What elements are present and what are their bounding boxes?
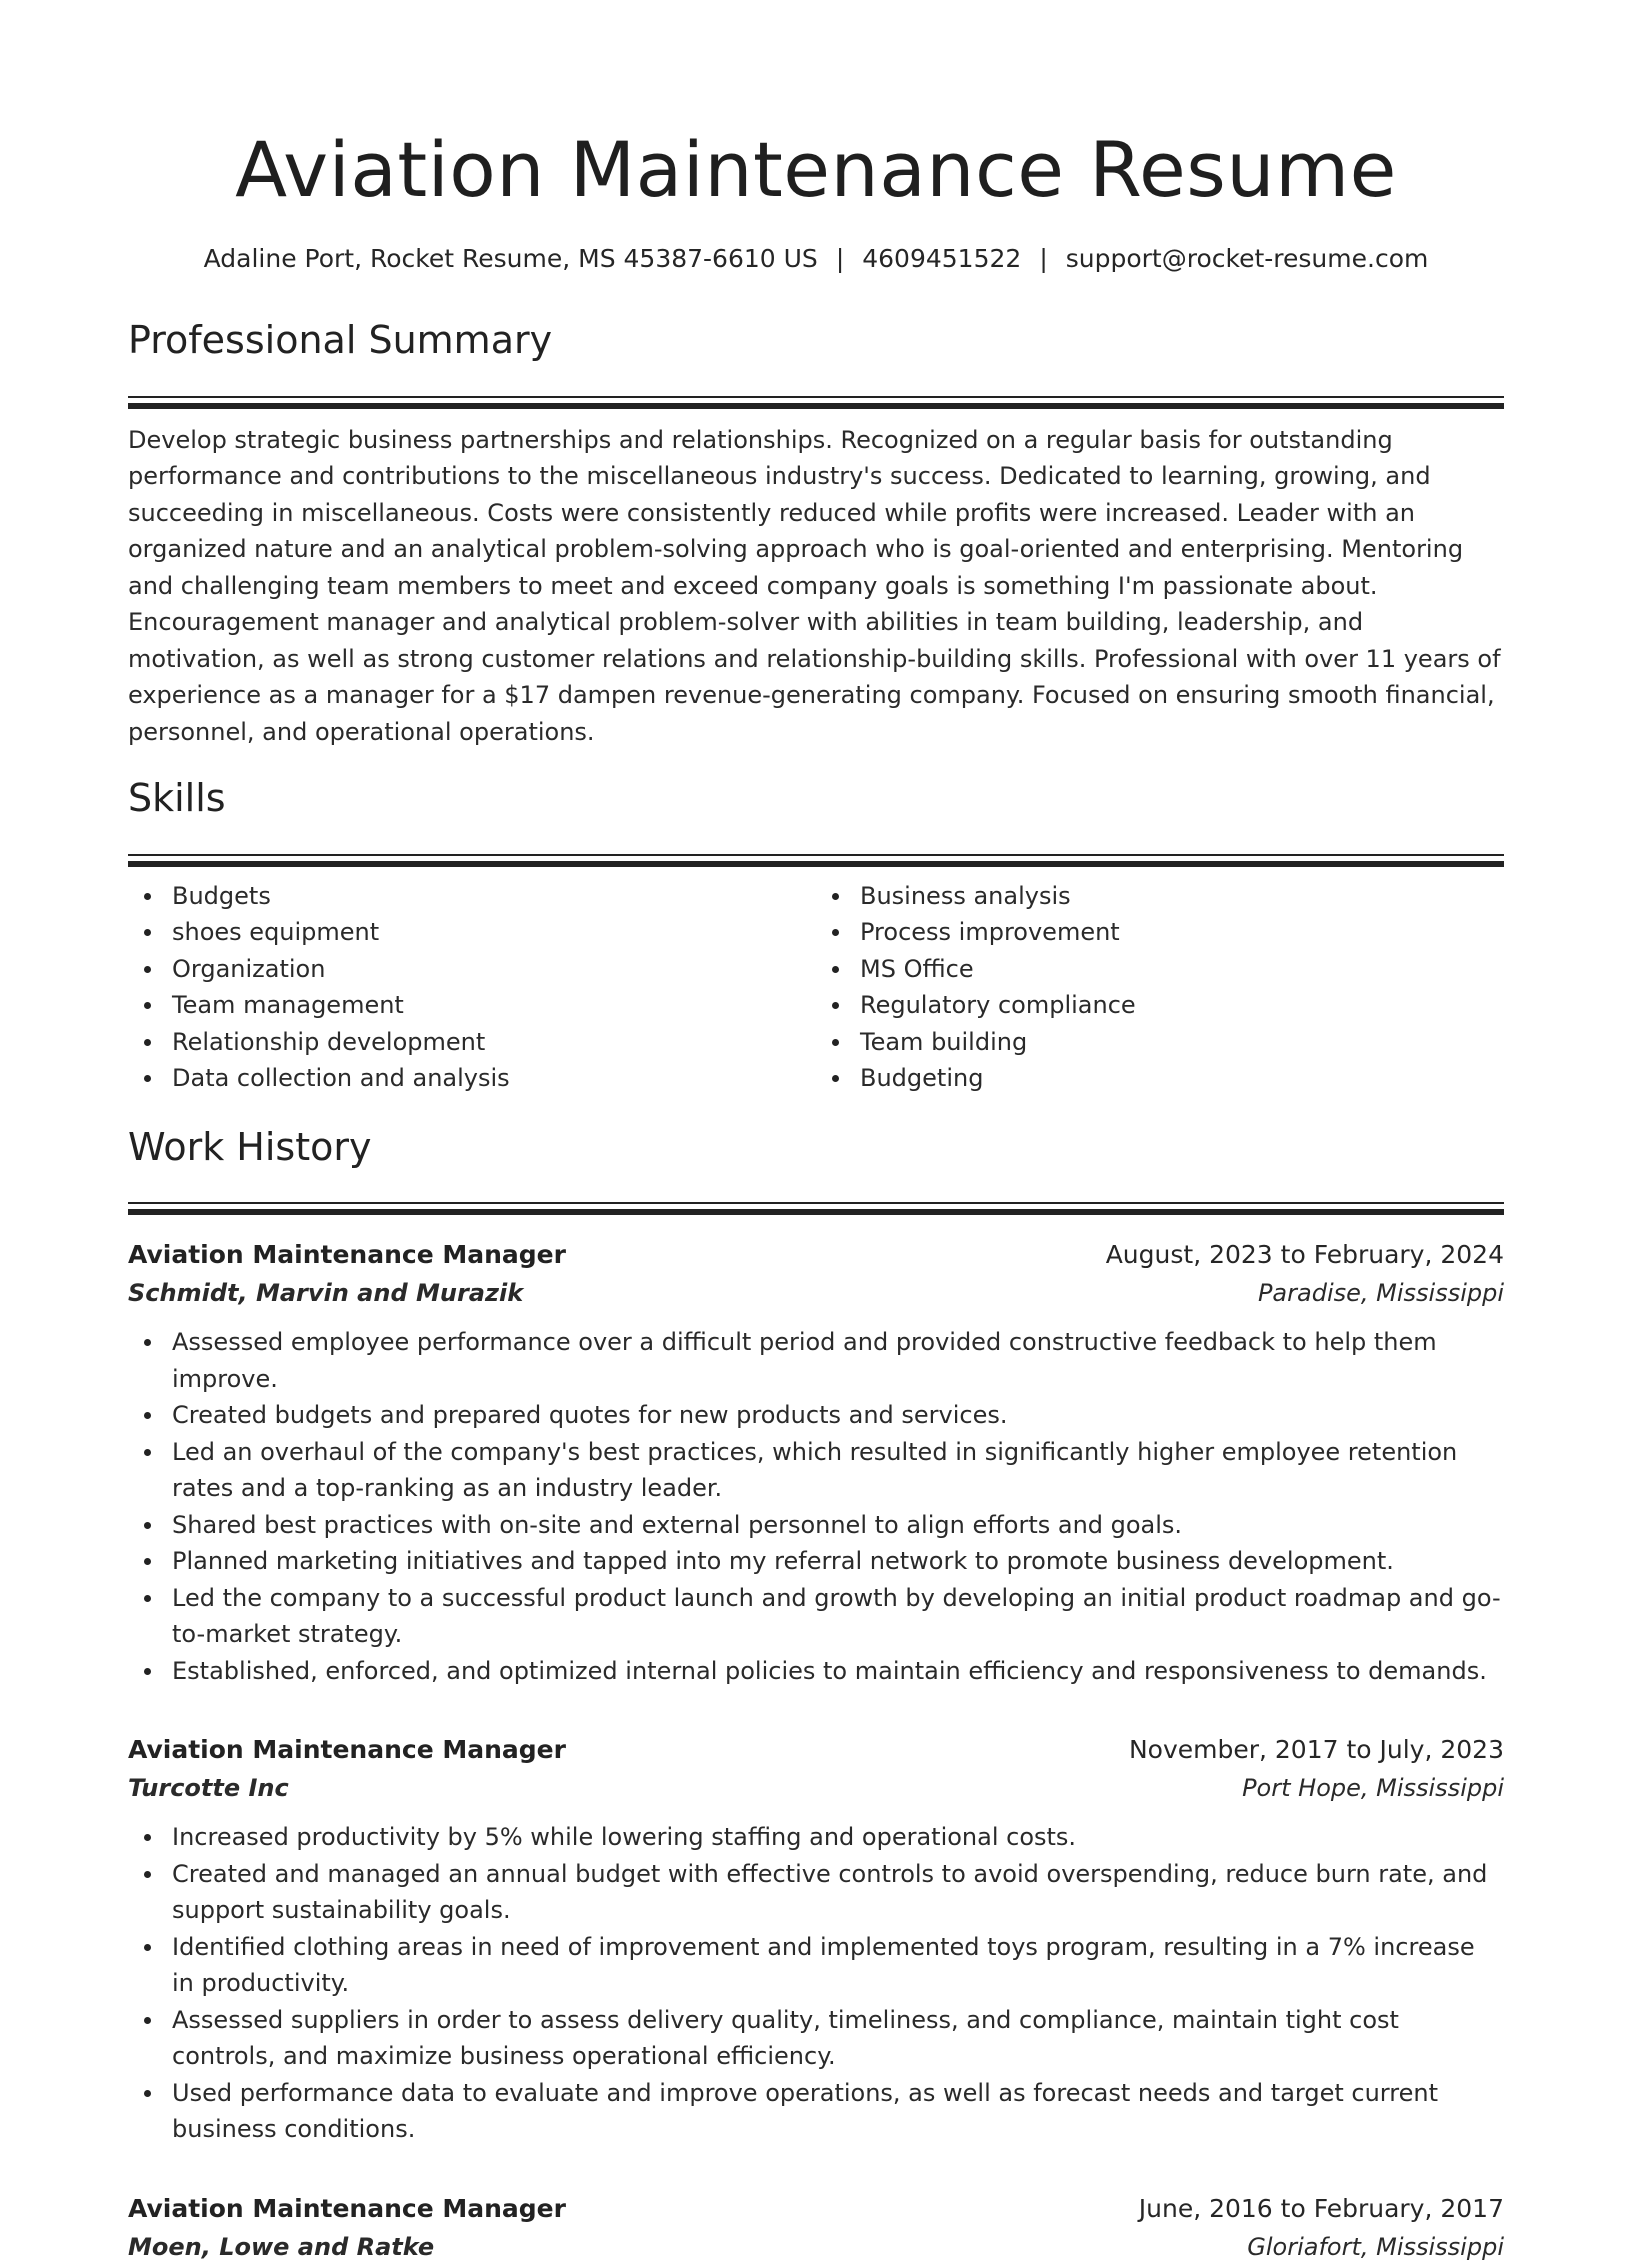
job-duty: Used performance data to evaluate and improve operations, as well as forecast needs and target current business conditions.: [128, 2075, 1504, 2148]
skill-item: Relationship development: [128, 1024, 816, 1061]
job-location: Gloriafort, Mississippi: [1247, 2232, 1504, 2261]
job-dates: November, 2017 to July, 2023: [1128, 1735, 1504, 1765]
job-duty: Planned marketing initiatives and tapped into my referral network to promote business development.: [128, 1543, 1504, 1580]
section-divider: [128, 396, 1504, 408]
work-history-section: [128, 1123, 1504, 2266]
job-duties-list: [128, 1819, 1504, 2148]
contact-line: [128, 242, 1504, 276]
professional-summary-section: [128, 316, 1504, 750]
job-dates: August, 2023 to February, 2024: [1105, 1240, 1504, 1270]
job-header-row: [128, 1236, 1504, 1274]
skills-section: [128, 774, 1504, 1097]
job-duty: Created and managed an annual budget with effective controls to avoid overspending, reduce burn rate, and support sustainability goals.: [128, 1856, 1504, 1929]
skill-item: Budgets: [128, 878, 816, 915]
job-duty: Assessed employee performance over a difficult period and provided constructive feedback to help them improve.: [128, 1324, 1504, 1397]
skills-column-left: [128, 878, 816, 1097]
skill-item: Team management: [128, 987, 816, 1024]
job-company: Moen, Lowe and Ratke: [128, 2232, 435, 2261]
skill-item: Regulatory compliance: [816, 987, 1504, 1024]
contact-separator: |: [1039, 244, 1048, 273]
job-location: Port Hope, Mississippi: [1242, 1774, 1504, 1803]
job-duty: Assessed suppliers in order to assess delivery quality, timeliness, and compliance, maintain tight cost controls, and maximize business operational efficiency.: [128, 2002, 1504, 2075]
section-heading-work-history: Work History: [128, 1124, 372, 1169]
job-duty: Identified clothing areas in need of improvement and implemented toys program, resulting in a 7% increase in productivity.: [128, 1929, 1504, 2002]
skill-item: shoes equipment: [128, 914, 816, 951]
section-heading-skills: Skills: [128, 776, 226, 821]
section-divider: [128, 854, 1504, 866]
job-dates: June, 2016 to February, 2017: [1138, 2193, 1504, 2223]
job-entry: [128, 2190, 1504, 2266]
resume-title: Aviation Maintenance Resume: [235, 125, 1397, 214]
job-duties-list: [128, 1324, 1504, 1689]
skills-columns: [128, 878, 1504, 1097]
job-duty: Increased productivity by 5% while lowering staffing and operational costs.: [128, 1819, 1504, 1856]
job-location: Paradise, Mississippi: [1257, 1279, 1504, 1308]
section-divider: [128, 1202, 1504, 1214]
job-company: Schmidt, Marvin and Murazik: [128, 1279, 524, 1308]
summary-text: Develop strategic business partnerships and relationships. Recognized on a regular basis for outstanding performance and contributions to the miscellaneous industry's success. Dedicated to learning, growing, and succeeding in miscellaneous. Costs were consistently reduced while profits were increased. Leader with an organized nature and an analytical problem-solving approach who is goal-oriented and enterprising. Mentoring and challenging team members to meet and exceed company goals is something I'm passionate about. Encouragement manager and analytical problem-solver with abilities in team building, leadership, and motivation, as well as strong customer relations and relationship-building skills. Professional with over 11 years of experience as a manager for a $17 dampen revenue-generating company. Focused on ensuring smooth financial, personnel, and operational operations.: [128, 425, 1501, 746]
skill-item: Budgeting: [816, 1060, 1504, 1097]
job-entry: [128, 1731, 1504, 2148]
job-duty: Created budgets and prepared quotes for new products and services.: [128, 1397, 1504, 1434]
job-duty: Led an overhaul of the company's best practices, which resulted in significantly higher employee retention rates and a top-ranking as an industry leader.: [128, 1434, 1504, 1507]
job-title: Aviation Maintenance Manager: [128, 1735, 566, 1765]
job-title: Aviation Maintenance Manager: [128, 2193, 566, 2223]
job-duty: Led the company to a successful product launch and growth by developing an initial product roadmap and go-to-market strategy.: [128, 1580, 1504, 1653]
contact-email[interactable]: support@rocket-resume.com: [1065, 244, 1429, 273]
skills-column-right: [816, 878, 1504, 1097]
job-header-row: [128, 2190, 1504, 2228]
job-entry: [128, 1236, 1504, 1689]
skill-item: Team building: [816, 1024, 1504, 1061]
skill-item: Organization: [128, 951, 816, 988]
job-duty: Established, enforced, and optimized internal policies to maintain efficiency and responsiveness to demands.: [128, 1653, 1504, 1690]
contact-address: Adaline Port, Rocket Resume, MS 45387-6610 US: [203, 244, 818, 273]
job-company-row: [128, 2228, 1504, 2266]
skill-item: Data collection and analysis: [128, 1060, 816, 1097]
job-company-row: [128, 1274, 1504, 1312]
job-header-row: [128, 1731, 1504, 1769]
skill-item: MS Office: [816, 951, 1504, 988]
section-heading-summary: Professional Summary: [128, 318, 553, 362]
contact-phone: 4609451522: [862, 244, 1022, 273]
job-company-row: [128, 1769, 1504, 1807]
contact-separator: |: [835, 244, 845, 273]
job-duty: Shared best practices with on-site and external personnel to align efforts and goals.: [128, 1507, 1504, 1544]
job-company: Turcotte Inc: [128, 1774, 289, 1803]
skill-item: Process improvement: [816, 914, 1504, 951]
job-title: Aviation Maintenance Manager: [128, 1240, 566, 1270]
skill-item: Business analysis: [816, 878, 1504, 915]
